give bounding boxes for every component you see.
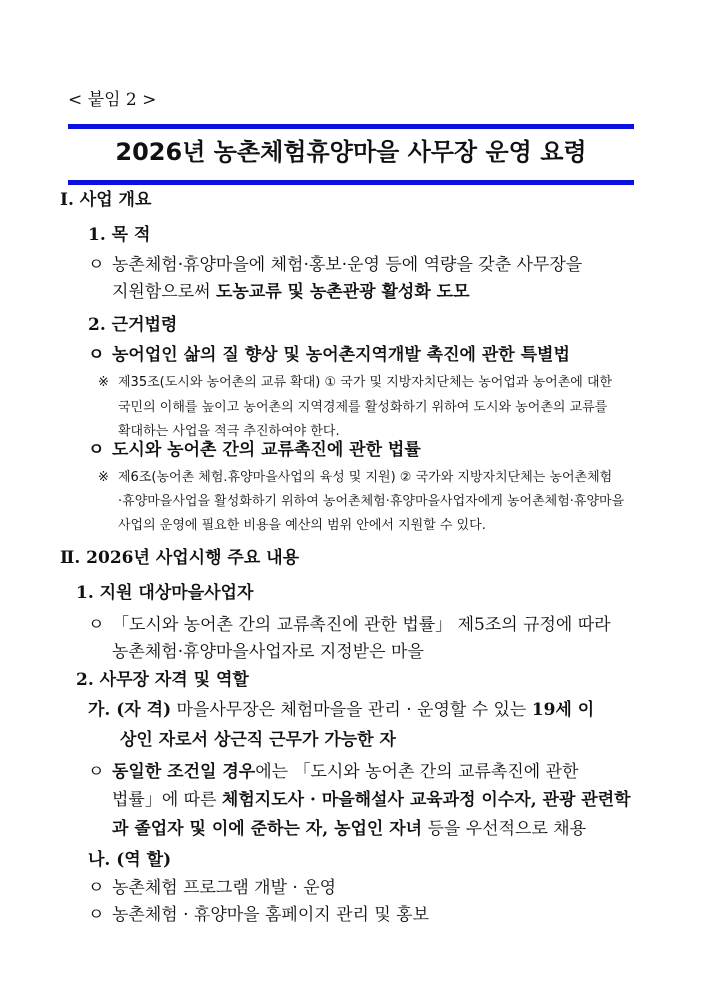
preference-line-3	[112, 818, 586, 840]
bullet-icon: ㅇ	[88, 878, 105, 898]
bullet-icon: ㅇ	[88, 905, 105, 925]
text: 에는 「도시와 농어촌 간의 교류촉진에 관한	[255, 762, 579, 782]
text: 마을사무장은 체험마을을 관리 · 운영할 수 있는	[171, 700, 532, 720]
law-2-note-1	[98, 469, 612, 487]
section2-heading: Ⅱ. 2026년 사업시행 주요 내용	[60, 548, 300, 568]
law-1-note-3: 확대하는 사업을 적극 추진하여야 한다.	[118, 424, 340, 439]
bullet-icon: ㅇ	[88, 762, 105, 782]
text-bold: 과 졸업자 및 이에 준하는 자, 농업인 자녀	[112, 819, 423, 839]
bullet-icon: ㅇ	[88, 440, 105, 460]
text: 제6조(농어촌 체험.휴양마을사업의 육성 및 지원) ② 국가와 지방자치단체는 농어촌체험	[118, 470, 613, 485]
law-1-note-2: 국민의 이해를 높이고 농어촌의 지역경제를 활성화하기 위하여 도시와 농어촌의 교류를	[118, 400, 608, 415]
text: 도시와 농어촌 간의 교류촉진에 관한 법률	[112, 440, 421, 460]
text-bold: 19세 이	[531, 700, 595, 720]
attachment-label: < 붙임 2 >	[68, 90, 157, 110]
text: 농어업인 삶의 질 향상 및 농어촌지역개발 촉진에 관한 특별법	[112, 345, 570, 365]
preference-line-1	[88, 761, 578, 783]
purpose-heading: 1. 목 적	[88, 225, 151, 245]
law-1	[88, 344, 570, 366]
purpose-line-2	[112, 281, 470, 303]
law-2-note-3: 사업의 운영에 필요한 비용을 예산의 범위 안에서 지원할 수 있다.	[118, 518, 486, 533]
target-heading: 1. 지원 대상마을사업자	[76, 583, 254, 603]
text: 지원함으로써	[112, 282, 216, 302]
note-mark-icon: ※	[98, 470, 109, 485]
text: 농촌체험 프로그램 개발 · 운영	[112, 878, 337, 898]
text: 농촌체험·휴양마을에 체험·홍보·운영 등에 역량을 갖춘 사무장을	[112, 255, 583, 275]
text: 농촌체험 · 휴양마을 홈페이지 관리 및 홍보	[112, 905, 430, 925]
duty-item-1	[88, 877, 336, 899]
bullet-icon: ㅇ	[88, 255, 105, 275]
law-2	[88, 439, 421, 461]
target-line-2: 농촌체험·휴양마을사업자로 지정받은 마을	[112, 642, 424, 662]
page-title: 2026년 농촌체험휴양마을 사무장 운영 요령	[115, 138, 587, 166]
purpose-line-1	[88, 254, 582, 276]
label: 가. (자 격)	[88, 700, 172, 720]
bullet-icon: ㅇ	[88, 615, 105, 635]
text: 등을 우선적으로 채용	[422, 819, 587, 839]
law-2-note-2: ·휴양마을사업을 활성화하기 위하여 농어촌체험·휴양마을사업자에게 농어촌체험·휴양마을	[118, 494, 625, 509]
preference-line-2	[112, 789, 631, 811]
text: 제35조(도시와 농어촌의 교류 확대) ① 국가 및 지방자치단체는 농어업과 농어촌에 대한	[118, 375, 613, 390]
duty-item-2	[88, 904, 429, 926]
qualification-line-2: 상인 자로서 상근직 근무가 가능한 자	[120, 730, 396, 750]
text-bold: 동일한 조건일 경우	[112, 762, 256, 782]
text-bold: 체험지도사 · 마을해설사 교육과정 이수자, 관광 관련학	[221, 790, 631, 810]
legal-heading: 2. 근거법령	[88, 315, 178, 335]
text: 법률」에 따른	[112, 790, 222, 810]
text-bold: 도농교류 및 농촌관광 활성화 도모	[215, 282, 470, 302]
law-1-note-1	[98, 374, 612, 392]
title-top-rule	[68, 124, 634, 129]
target-line-1	[88, 614, 611, 636]
note-mark-icon: ※	[98, 375, 109, 390]
bullet-icon: ㅇ	[88, 345, 105, 365]
role-heading: 2. 사무장 자격 및 역할	[76, 670, 249, 690]
duty-label: 나. (역 할)	[88, 850, 172, 870]
qualification-line-1	[88, 699, 594, 721]
section1-heading: Ⅰ. 사업 개요	[60, 190, 152, 210]
title-bottom-rule	[68, 180, 634, 185]
text: 「도시와 농어촌 간의 교류촉진에 관한 법률」 제5조의 규정에 따라	[112, 615, 611, 635]
